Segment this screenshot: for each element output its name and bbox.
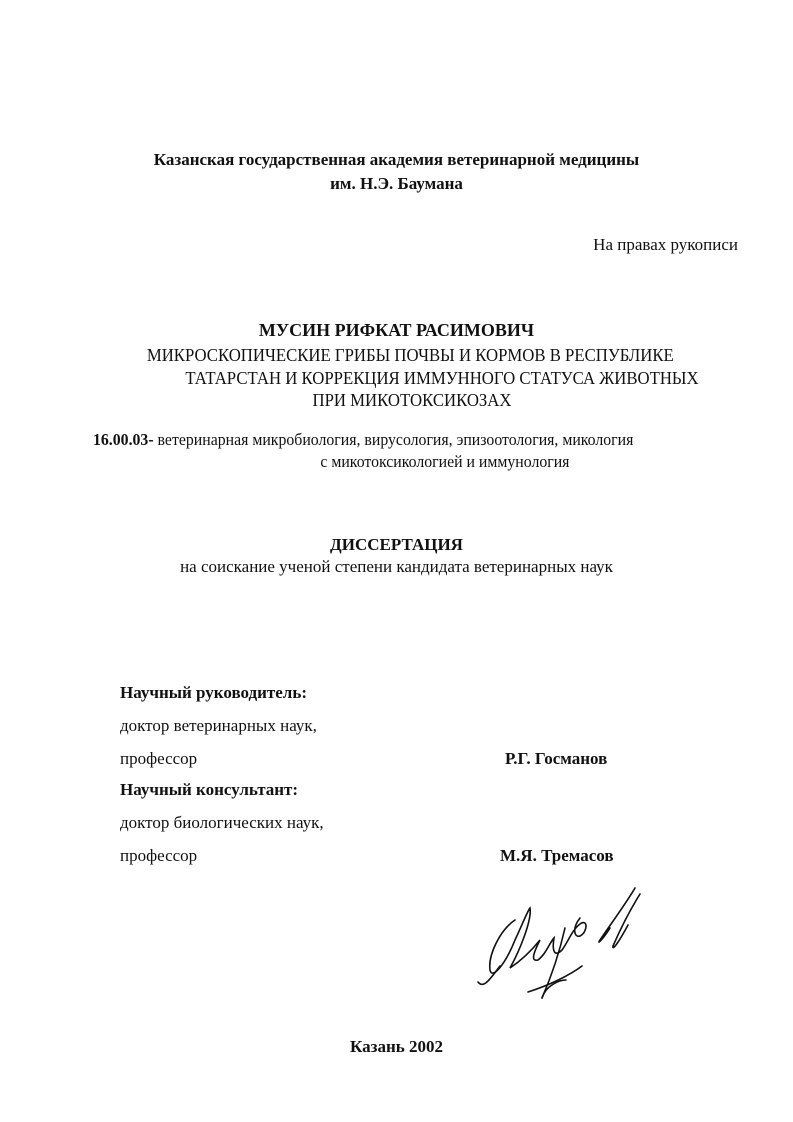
institution-line1: Казанская государственная академия ветеринарной медицины <box>153 150 640 169</box>
specialty-code: 16.00.03- <box>93 430 154 449</box>
supervisor-degree: доктор ветеринарных наук, <box>120 716 317 735</box>
handwritten-signature <box>470 880 680 1005</box>
title-line2 <box>45 367 793 389</box>
specialty-line2-text: с микотоксикологией и иммунология <box>319 452 570 471</box>
title-line2-text: ТАТАРСТАН И КОРРЕКЦИЯ ИММУННОГО СТАТУСА ЖИВОТНЫХ <box>184 368 699 388</box>
supervisor-rank: профессор <box>120 749 198 768</box>
city-year: Казань 2002 <box>350 1037 443 1056</box>
title-line1-text: МИКРОСКОПИЧЕСКИЕ ГРИБЫ ПОЧВЫ И КОРМОВ В РЕСПУБЛИКЕ <box>147 345 674 365</box>
specialty-text: ветеринарная микробиология, вирусология, эпизоотология, микология <box>157 430 634 449</box>
degree-line: на соискание ученой степени кандидата ветеринарных наук <box>180 557 613 576</box>
consultant-rank: профессор <box>120 846 198 865</box>
supervisor-heading: Научный руководитель: <box>120 683 307 702</box>
manuscript-note: На правах рукописи <box>593 235 738 254</box>
consultant-heading: Научный консультант: <box>120 780 299 799</box>
author-name: МУСИН РИФКАТ РАСИМОВИЧ <box>258 320 535 340</box>
title-line3-text: ПРИ МИКОТОКСИКОЗАХ <box>312 390 511 410</box>
title-line3 <box>15 389 793 411</box>
specialty-line2 <box>48 451 793 473</box>
consultant-name: М.Я. Тремасов <box>500 846 614 865</box>
specialty-line1 <box>93 429 674 451</box>
supervisor-name: Р.Г. Госманов <box>505 749 608 768</box>
institution-line2: им. Н.Э. Баумана <box>330 174 463 193</box>
consultant-degree: доктор биологических наук, <box>120 813 324 832</box>
work-type: ДИССЕРТАЦИЯ <box>330 535 463 554</box>
title-line1 <box>14 344 793 366</box>
